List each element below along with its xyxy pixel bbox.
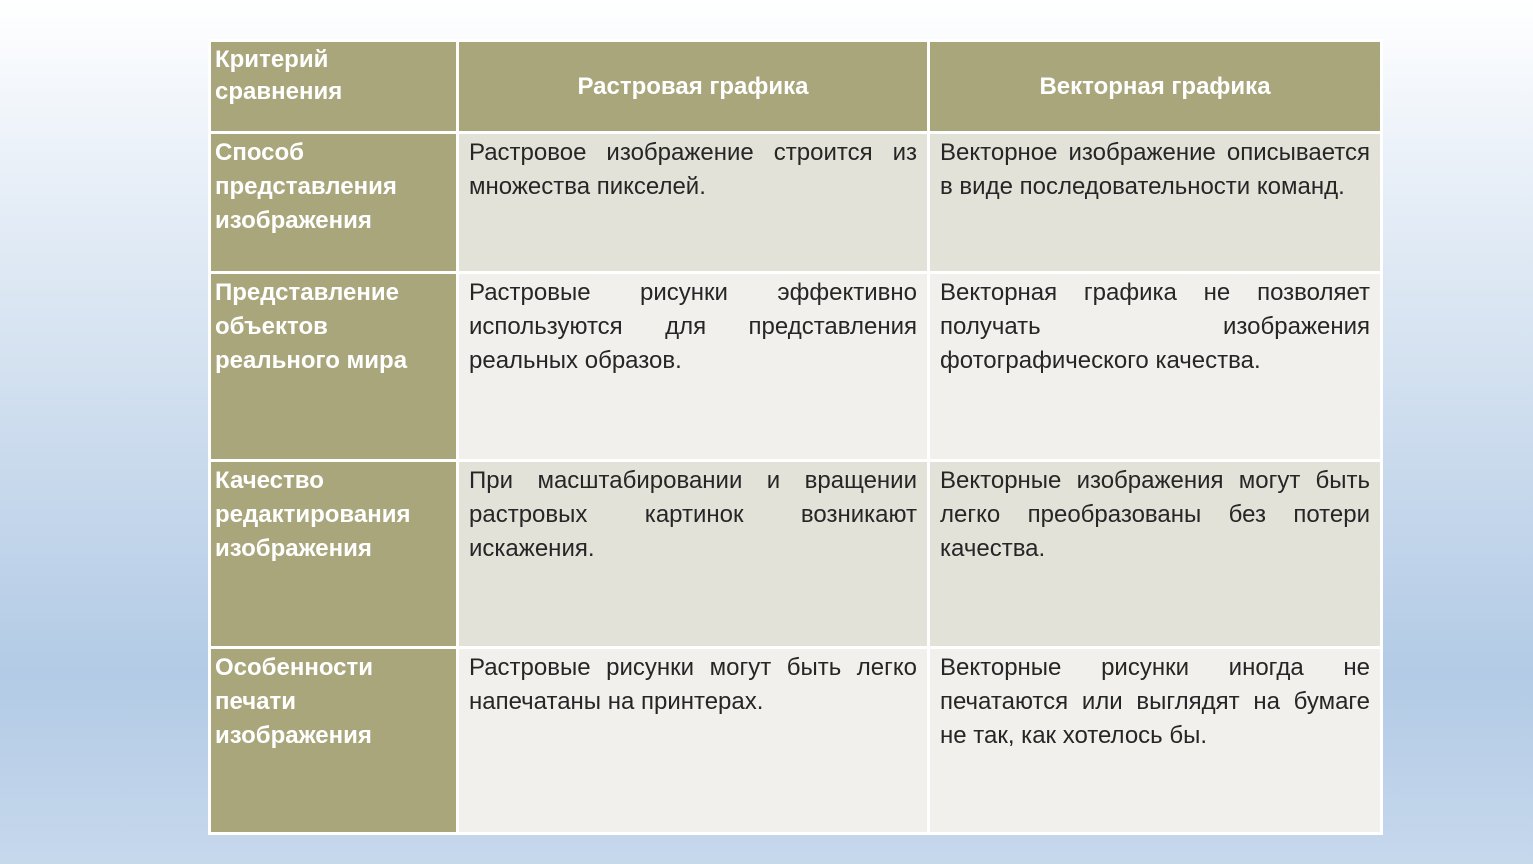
table-row bbox=[210, 133, 1382, 273]
criterion-cell: Способ представления изображения bbox=[210, 133, 458, 273]
raster-cell: При масштабировании и вращении растровых картинок возникают искажения. bbox=[458, 461, 929, 648]
vector-cell: Векторные изображения могут быть легко преобразованы без потери качества. bbox=[929, 461, 1382, 648]
header-vector: Векторная графика bbox=[929, 41, 1382, 133]
raster-cell: Растровое изображение строится из множества пикселей. bbox=[458, 133, 929, 273]
table-row bbox=[210, 648, 1382, 834]
raster-cell: Растровые рисунки эффективно используются для представления реальных образов. bbox=[458, 273, 929, 461]
comparison-table bbox=[208, 39, 1383, 835]
header-raster: Растровая графика bbox=[458, 41, 929, 133]
table-header-row bbox=[210, 41, 1382, 133]
vector-cell: Векторная графика не позволяет получать изображения фотографического качества. bbox=[929, 273, 1382, 461]
table-row bbox=[210, 273, 1382, 461]
vector-cell: Векторное изображение описывается в виде последовательности команд. bbox=[929, 133, 1382, 273]
criterion-cell: Представление объектов реального мира bbox=[210, 273, 458, 461]
table-row bbox=[210, 461, 1382, 648]
vector-cell: Векторные рисунки иногда не печатаются или выглядят на бумаге не так, как хотелось бы. bbox=[929, 648, 1382, 834]
header-criterion: Критерий сравнения bbox=[210, 41, 458, 133]
raster-cell: Растровые рисунки могут быть легко напечатаны на принтерах. bbox=[458, 648, 929, 834]
criterion-cell: Качество редактирования изображения bbox=[210, 461, 458, 648]
criterion-cell: Особенности печати изображения bbox=[210, 648, 458, 834]
